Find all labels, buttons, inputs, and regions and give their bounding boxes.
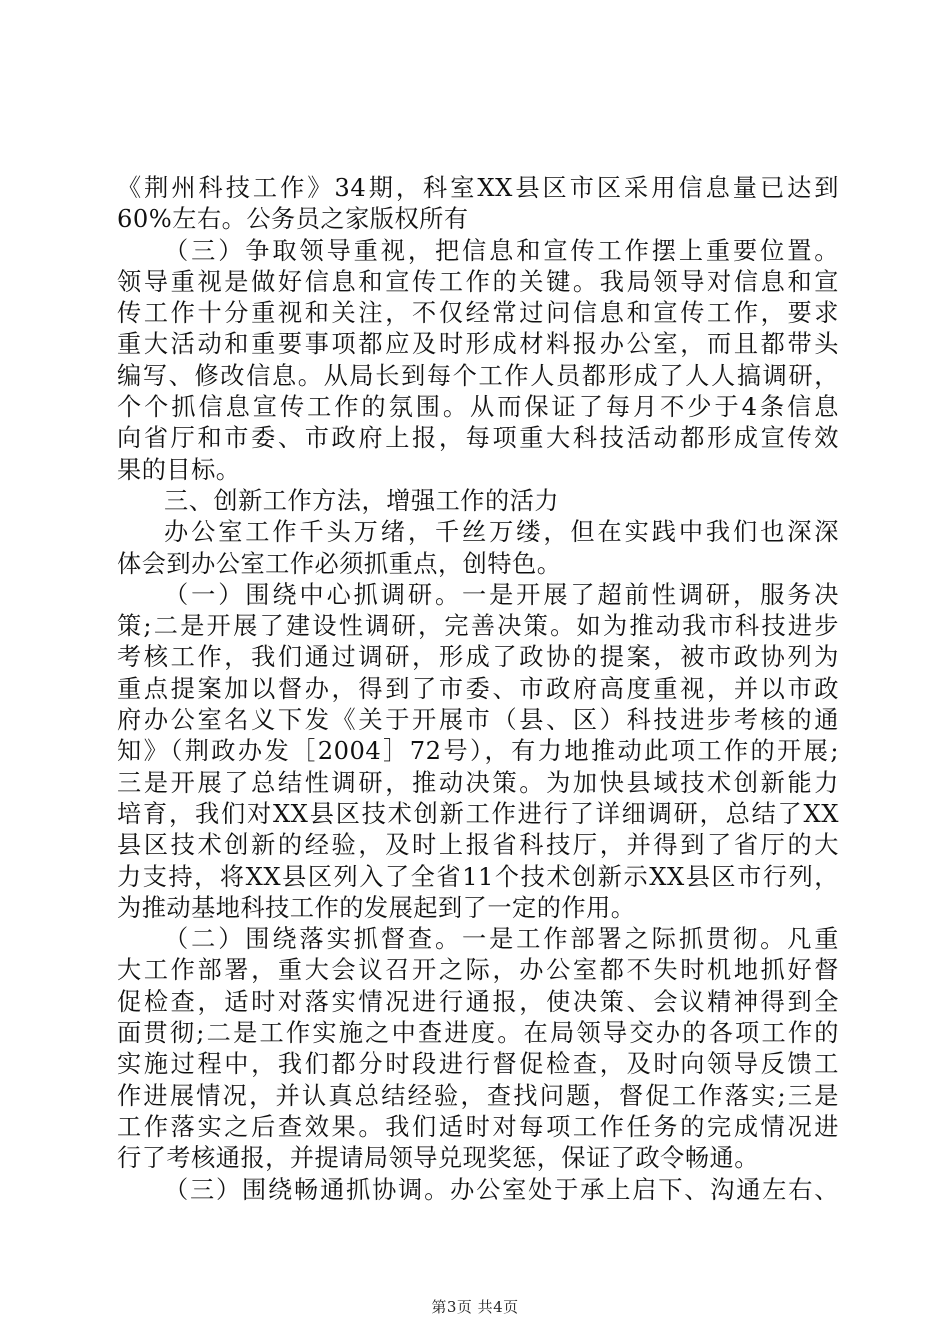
text-line: 促检查，适时对落实情况进行通报，使决策、会议精神得到全: [117, 987, 839, 1016]
text-line: 培育，我们对XX县区技术创新工作进行了详细调研，总结了XX: [117, 799, 839, 828]
text-line: 《荆州科技工作》34期，科室XX县区市区采用信息量已达到: [117, 174, 839, 202]
text-line: （三）争取领导重视，把信息和宣传工作摆上重要位置。: [164, 236, 839, 265]
text-line: 县区技术创新的经验，及时上报省科技厅，并得到了省厅的大: [117, 831, 839, 860]
text-line: （三）围绕畅通抓协调。办公室处于承上启下、沟通左右、: [164, 1175, 839, 1204]
text-line: 工作落实之后查效果。我们适时对每项工作任务的完成情况进: [117, 1112, 839, 1141]
text-line: 重点提案加以督办，得到了市委、市政府高度重视，并以市政: [117, 674, 839, 703]
text-line: 编写、修改信息。从局长到每个工作人员都形成了人人搞调研，: [117, 361, 839, 390]
text-line: 传工作十分重视和关注，不仅经常过问信息和宣传工作，要求: [117, 299, 839, 328]
text-line: 大工作部署，重大会议召开之际，办公室都不失时机地抓好督: [117, 956, 839, 985]
section-heading: 三、创新工作方法，增强工作的活力: [164, 486, 560, 515]
text-line: 知》（荆政办发［2004］72号），有力地推动此项工作的开展;: [117, 737, 839, 766]
text-line: 60%左右。公务员之家版权所有: [117, 205, 469, 234]
text-line: 行了考核通报，并提请局领导兑现奖惩，保证了政令畅通。: [117, 1144, 759, 1173]
text-line: 个个抓信息宣传工作的氛围。从而保证了每月不少于4条信息: [117, 393, 839, 422]
text-line: 考核工作，我们通过调研，形成了政协的提案，被市政协列为: [117, 643, 839, 672]
text-line: 领导重视是做好信息和宣传工作的关键。我局领导对信息和宣: [117, 267, 839, 296]
document-body: [117, 173, 839, 1206]
text-line: 实施过程中，我们都分时段进行督促检查，及时向领导反馈工: [117, 1050, 839, 1079]
text-line: 果的目标。: [117, 455, 241, 484]
text-line: 作进展情况，并认真总结经验，查找问题，督促工作落实;三是: [117, 1081, 839, 1110]
text-line: 面贯彻;二是工作实施之中查进度。在局领导交办的各项工作的: [117, 1019, 839, 1048]
text-line: 力支持，将XX县区列入了全省11个技术创新示XX县区市行列，: [117, 862, 839, 891]
text-line: 策;二是开展了建设性调研，完善决策。如为推动我市科技进步: [117, 612, 839, 641]
text-line: 办公室工作千头万绪，千丝万缕，但在实践中我们也深深: [164, 518, 839, 547]
page-number-footer: 第3页 共4页: [431, 1298, 519, 1316]
text-line: 府办公室名义下发《关于开展市（县、区）科技进步考核的通: [117, 706, 839, 735]
text-line: （一）围绕中心抓调研。一是开展了超前性调研，服务决: [164, 580, 839, 609]
text-line: 重大活动和重要事项都应及时形成材料报办公室，而且都带头: [117, 330, 839, 359]
text-line: 向省厅和市委、市政府上报，每项重大科技活动都形成宣传效: [117, 424, 839, 453]
text-line: 为推动基地科技工作的发展起到了一定的作用。: [117, 893, 636, 922]
text-line: （二）围绕落实抓督查。一是工作部署之际抓贯彻。凡重: [164, 925, 839, 954]
text-line: 体会到办公室工作必须抓重点，创特色。: [117, 549, 562, 578]
text-line: 三是开展了总结性调研，推动决策。为加快县域技术创新能力: [117, 768, 839, 797]
